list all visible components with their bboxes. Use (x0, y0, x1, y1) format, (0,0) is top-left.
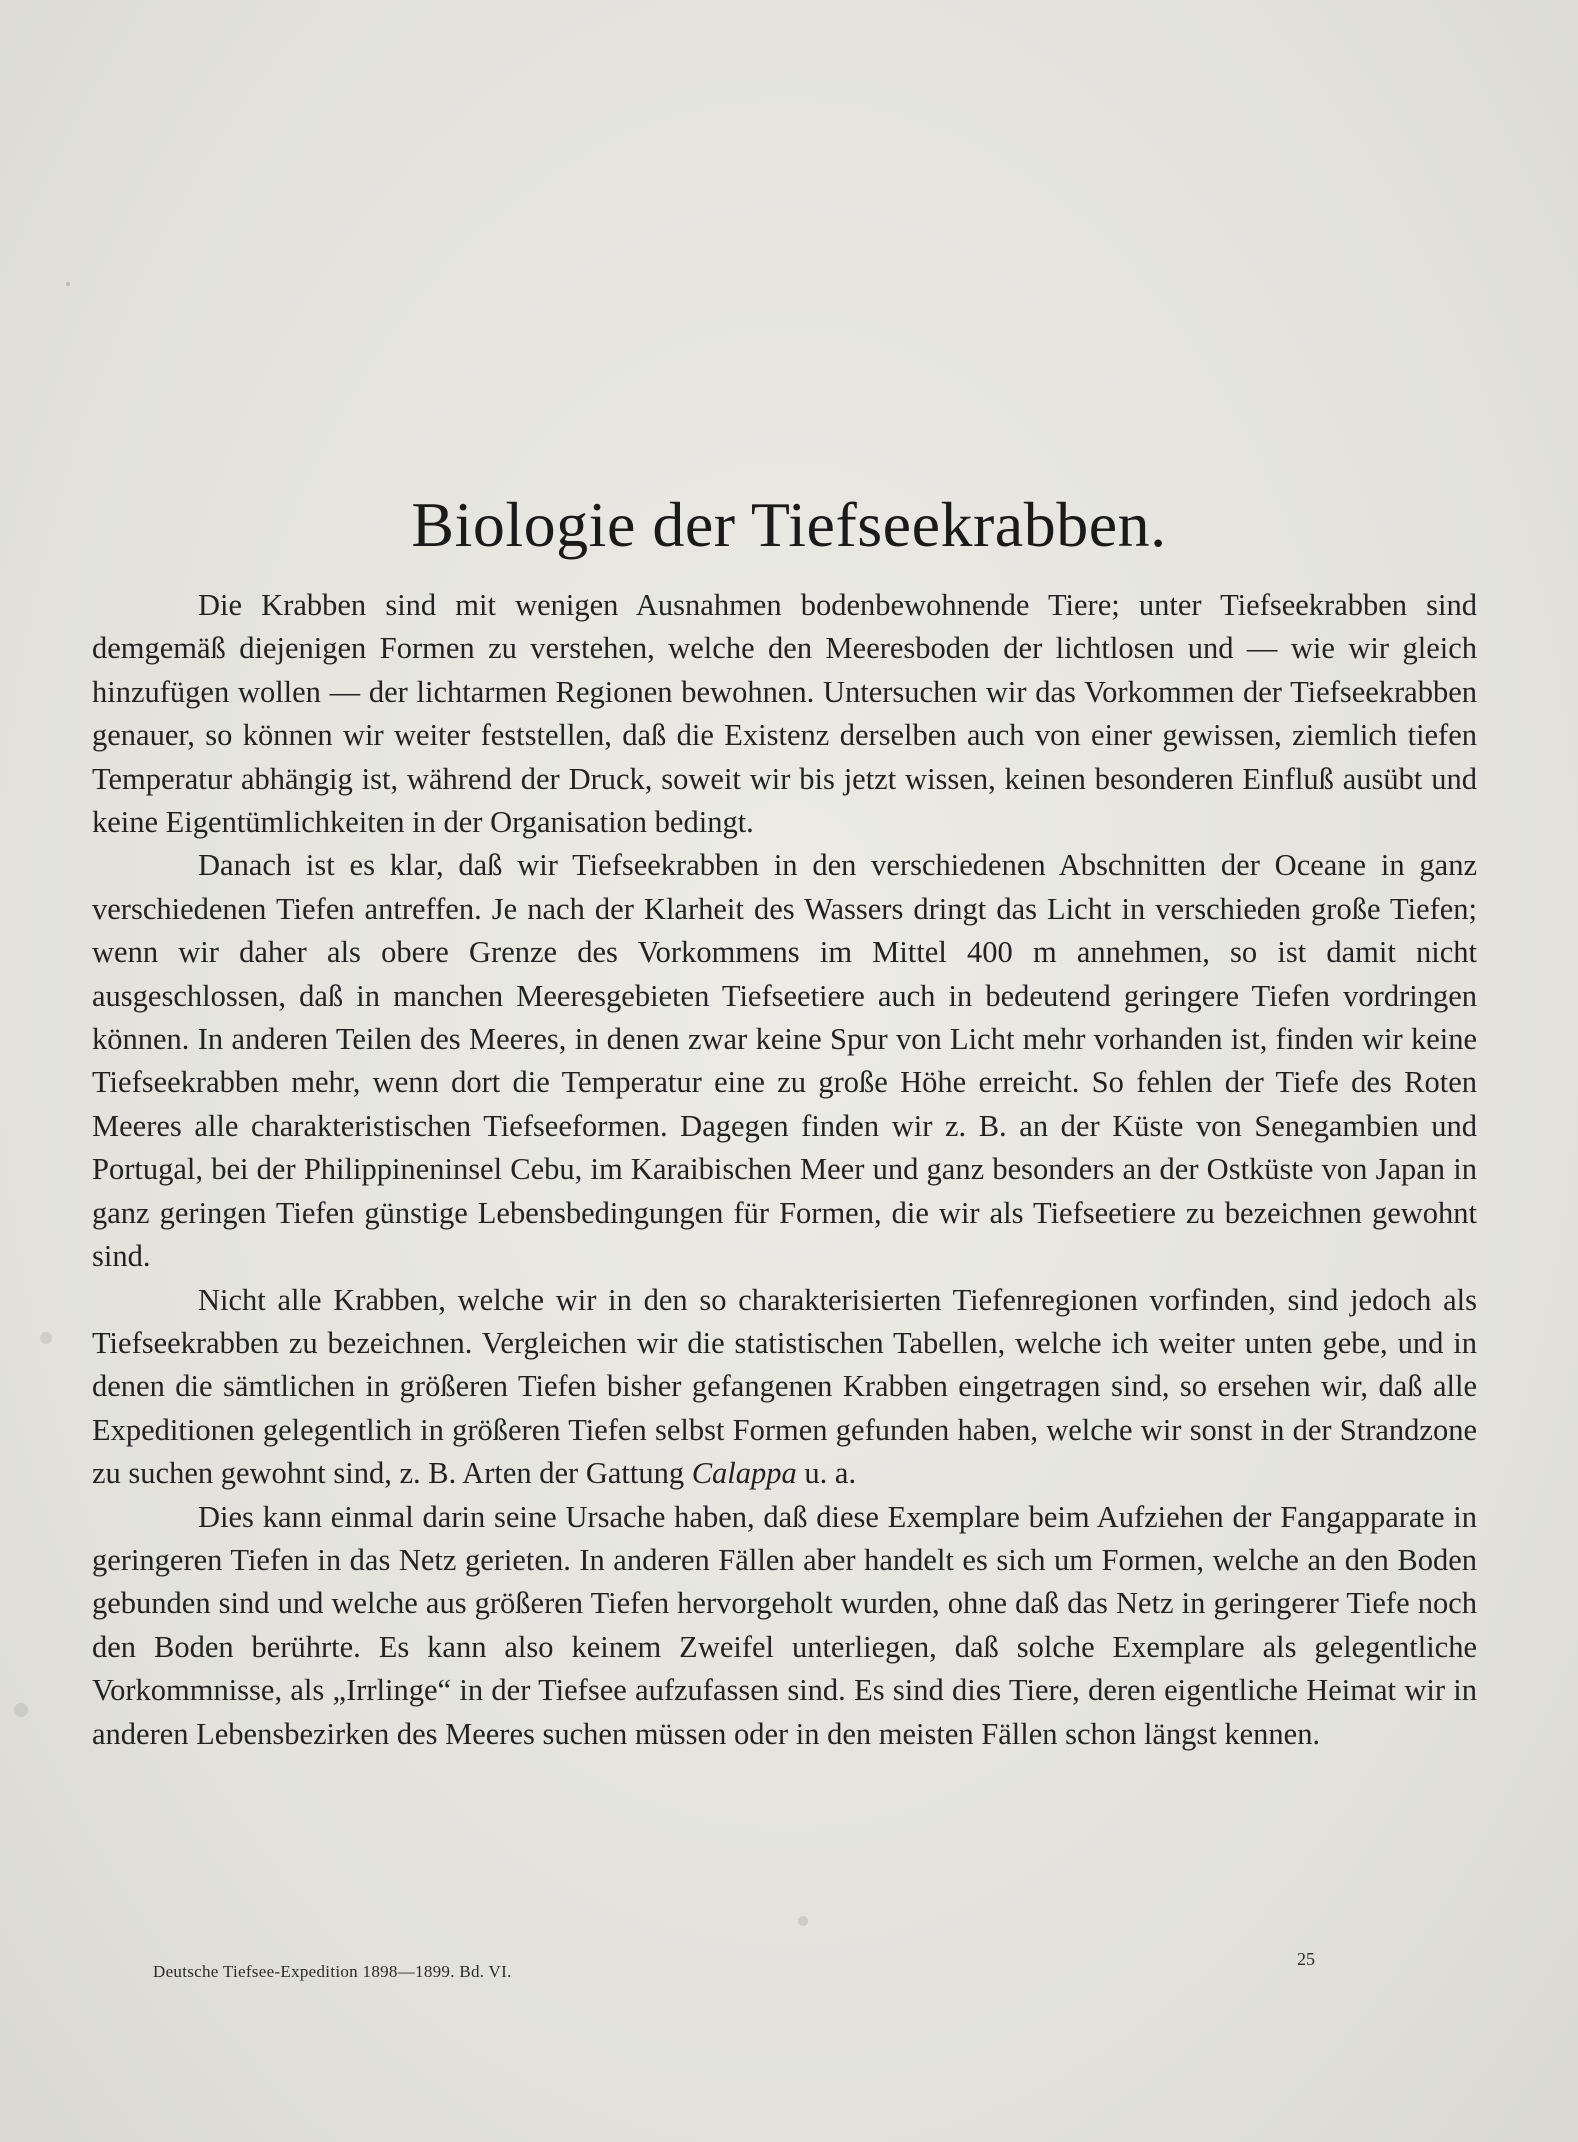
paper-speck (14, 1703, 28, 1717)
paragraph-4: Dies kann einmal darin seine Ursache haben, daß diese Exemplare beim Aufziehen der Fangapparate in geringeren Tiefen in das Netz gerieten. In anderen Fällen aber handelt es sich um Formen, welche an den Boden gebunden sind und welche aus größeren Tiefen hervorgeholt wurden, ohne daß das Netz in geringerer Tiefe noch den Boden berührte. Es kann also keinem Zweifel unterliegen, daß solche Exemplare als gelegentliche Vorkommnisse, als „Irrlinge“ in der Tiefsee aufzufassen sind. Es sind dies Tiere, deren eigentliche Heimat wir in anderen Lebensbezirken des Meeres suchen müssen oder in den meisten Fällen schon längst kennen. (92, 1499, 1477, 1751)
genus-calappa: Calappa (691, 1456, 797, 1491)
paper-speck (798, 1916, 808, 1926)
paper-speck (40, 1332, 52, 1344)
paragraph-2: Danach ist es klar, daß wir Tiefseekrabben in den verschiedenen Abschnitten der Oceane in ganz verschiedenen Tiefen antreffen. Je nach der Klarheit des Wassers dringt das Licht in verschieden große Tiefen; wenn wir daher als obere Grenze des Vorkommens im Mittel 400 m annehmen, so ist damit nicht ausgeschlossen, daß in manchen Meeresgebieten Tiefseetiere auch in bedeutend geringere Tiefen vordringen können. In anderen Teilen des Meeres, in denen zwar keine Spur von Licht mehr vorhanden ist, finden wir keine Tiefseekrabben mehr, wenn dort die Temperatur eine zu große Höhe erreicht. So fehlen der Tiefe des Roten Meeres alle charakteristischen Tiefseeformen. Dagegen finden wir z. B. an der Küste von Senegambien und Portugal, bei der Philippineninsel Cebu, im Karaibischen Meer und ganz besonders an der Ostküste von Japan in ganz geringen Tiefen günstige Lebensbedingungen für Formen, die wir als Tiefseetiere zu bezeichnen gewohnt sind. (92, 848, 1477, 1274)
body-text (92, 584, 1477, 1756)
footer-signature-number: 25 (1297, 1949, 1315, 1969)
paragraph-1: Die Krabben sind mit wenigen Ausnahmen bodenbewohnende Tiere; unter Tiefseekrabben sind demgemäß diejenigen Formen zu verstehen, welche den Meeresboden der lichtlosen und — wie wir gleich hinzufügen wollen — der lichtarmen Regionen bewohnen. Untersuchen wir das Vorkommen der Tiefseekrabben genauer, so können wir weiter feststellen, daß die Existenz derselben auch von einer gewissen, ziemlich tiefen Temperatur abhängig ist, während der Druck, soweit wir bis jetzt wissen, keinen besonderen Einfluß ausübt und keine Eigentümlichkeiten in der Organisation bedingt. (92, 588, 1477, 840)
paragraph-3 (92, 1279, 1477, 1496)
chapter-title: Biologie der Tiefseekrabben. (411, 489, 1167, 560)
paper-speck (66, 282, 70, 286)
paragraph-3-text-after: u. a. (796, 1456, 857, 1491)
paragraph-3-text-before: Nicht alle Krabben, welche wir in den so charakterisierten Tiefenregionen vorfinden, sind jedoch als Tiefseekrabben zu bezeichnen. Vergleichen wir die statistischen Tabellen, welche ich weiter unten gebe, und in denen die sämtlichen in größeren Tiefen bisher gefangenen Krabben eingetragen sind, so ersehen wir, daß alle Expeditionen gelegentlich in größeren Tiefen selbst Formen gefunden haben, welche wir sonst in der Strandzone zu suchen gewohnt sind, z. B. Arten der Gattung (92, 1282, 1477, 1491)
footer-series: Deutsche Tiefsee-Expedition 1898—1899. Bd. VI. (153, 1962, 512, 1981)
